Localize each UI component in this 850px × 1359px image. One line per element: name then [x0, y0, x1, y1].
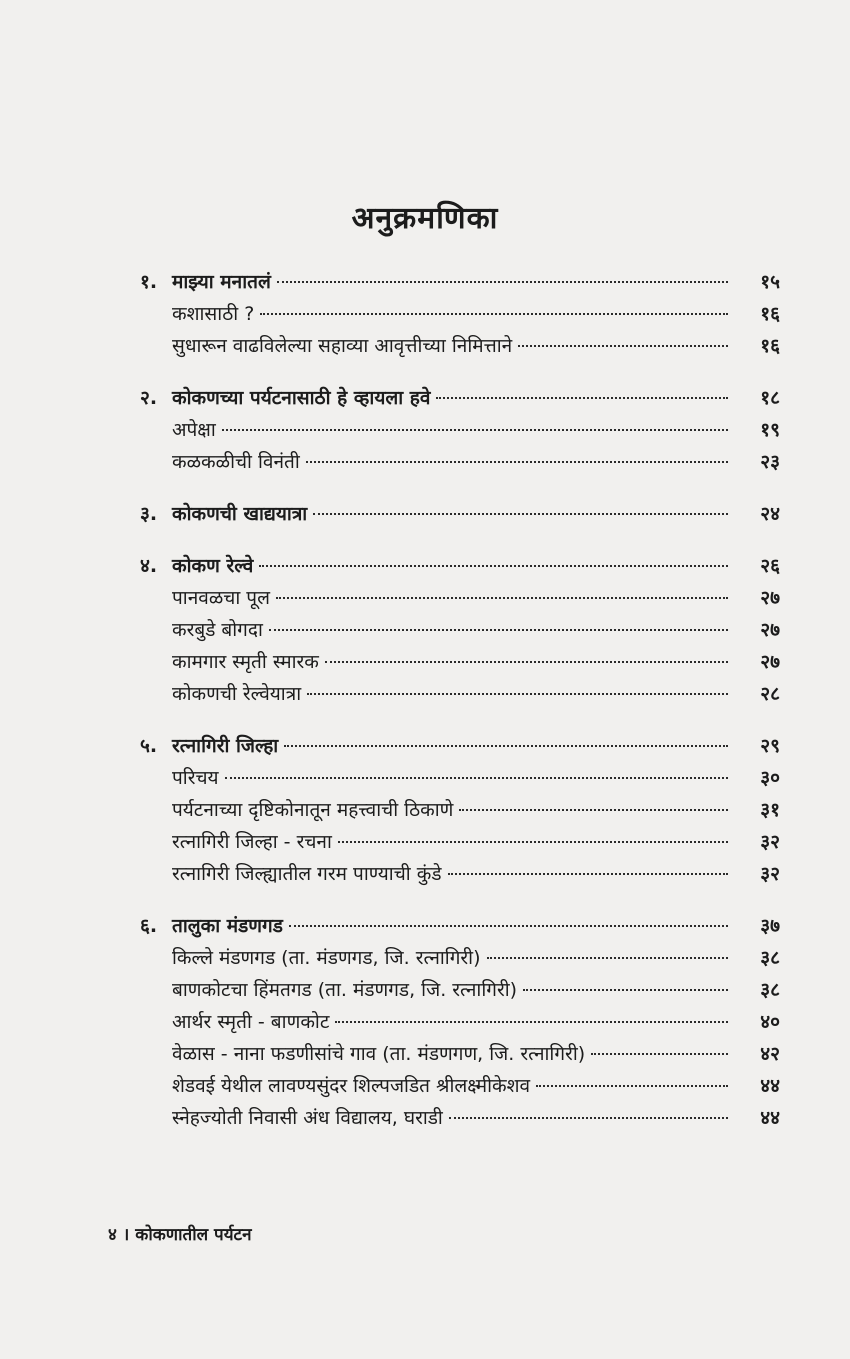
- entry-title: सुधारून वाढविलेल्या सहाव्या आवृत्तीच्या निमित्ताने: [172, 335, 513, 357]
- section-page-number: १५: [760, 271, 780, 293]
- page-footer: [108, 1222, 252, 1245]
- section-page-number: २६: [760, 555, 780, 577]
- toc-entry: [140, 330, 780, 362]
- dot-leader: [487, 957, 728, 959]
- dot-leader: [449, 1117, 728, 1119]
- toc-section-heading: [140, 730, 780, 762]
- entry-title: स्नेहज्योती निवासी अंध विद्यालय, घराडी: [172, 1107, 443, 1129]
- entry-page-number: ३८: [760, 979, 780, 1001]
- dot-leader: [459, 809, 728, 811]
- entry-title: अपेक्षा: [172, 419, 216, 441]
- section-page-number: १८: [760, 387, 780, 409]
- entry-title: कळकळीची विनंती: [172, 451, 300, 473]
- dot-leader: [222, 429, 728, 431]
- toc-entry: [140, 582, 780, 614]
- toc-section: [140, 266, 780, 362]
- dot-leader: [225, 777, 728, 779]
- toc-section: [140, 730, 780, 890]
- entry-title: पानवळचा पूल: [172, 587, 270, 609]
- section-title: तालुका मंडणगड: [172, 915, 283, 937]
- dot-leader: [536, 1085, 728, 1087]
- dot-leader: [260, 313, 728, 315]
- dot-leader: [325, 661, 728, 663]
- entry-title: आर्थर स्मृती - बाणकोट: [172, 1011, 330, 1033]
- section-page-number: ३७: [760, 915, 780, 937]
- dot-leader: [306, 461, 728, 463]
- entry-title: वेळास - नाना फडणीसांचे गाव (ता. मंडणगण, जि. रत्नागिरी): [172, 1043, 586, 1065]
- dot-leader: [277, 281, 728, 283]
- page-title: अनुक्रमणिका: [351, 201, 499, 236]
- toc-section: [140, 382, 780, 478]
- dot-leader: [259, 565, 728, 567]
- entry-page-number: ३०: [760, 767, 780, 789]
- dot-leader: [523, 989, 728, 991]
- entry-title: करबुडे बोगदा: [172, 619, 263, 641]
- dot-leader: [276, 597, 728, 599]
- dot-leader: [338, 841, 728, 843]
- entry-page-number: ४०: [760, 1011, 780, 1033]
- toc-entry: [140, 762, 780, 794]
- toc-entry: [140, 646, 780, 678]
- dot-leader: [289, 925, 728, 927]
- entry-page-number: ३८: [760, 947, 780, 969]
- entry-title: कशासाठी ?: [172, 303, 255, 325]
- entry-title: कोकणची रेल्वेयात्रा: [172, 683, 302, 705]
- section-page-number: २४: [760, 503, 780, 525]
- entry-title: परिचय: [172, 767, 219, 789]
- entry-page-number: २३: [760, 451, 780, 473]
- entry-page-number: १६: [760, 303, 780, 325]
- toc-entry: [140, 794, 780, 826]
- toc-entry: [140, 858, 780, 890]
- section-number: ६.: [140, 915, 158, 937]
- entry-page-number: १६: [760, 335, 780, 357]
- section-title: माझ्या मनातलं: [172, 271, 271, 293]
- entry-title: कामगार स्मृती स्मारक: [172, 651, 319, 673]
- entry-page-number: ३२: [760, 863, 780, 885]
- entry-page-number: ३१: [760, 799, 780, 821]
- section-number: २.: [140, 387, 158, 409]
- entry-page-number: १९: [760, 419, 780, 441]
- entry-title: पर्यटनाच्या दृष्टिकोनातून महत्त्वाची ठिकाणे: [172, 799, 454, 821]
- toc-section-heading: [140, 498, 780, 530]
- section-title: कोकणच्या पर्यटनासाठी हे व्हायला हवे: [172, 387, 431, 409]
- entry-page-number: २८: [760, 683, 780, 705]
- toc-section-heading: [140, 382, 780, 414]
- section-title: कोकणची खाद्ययात्रा: [172, 503, 308, 525]
- toc-entry: [140, 942, 780, 974]
- dot-leader: [284, 745, 728, 747]
- dot-leader: [448, 873, 728, 875]
- toc-entry: [140, 446, 780, 478]
- toc-entry: [140, 974, 780, 1006]
- toc-section: [140, 498, 780, 530]
- dot-leader: [591, 1053, 728, 1055]
- toc-section: [140, 910, 780, 1134]
- section-title: रत्नागिरी जिल्हा: [172, 735, 279, 757]
- toc-entry: [140, 678, 780, 710]
- section-number: ३.: [140, 503, 158, 525]
- entry-title: रत्नागिरी जिल्ह्यातील गरम पाण्याची कुंडे: [172, 863, 442, 885]
- entry-page-number: २७: [760, 651, 780, 673]
- entry-title: बाणकोटचा हिंमतगड (ता. मंडणगड, जि. रत्नागिरी): [172, 979, 518, 1001]
- entry-page-number: ३२: [760, 831, 780, 853]
- footer-book-title: कोकणातील पर्यटन: [135, 1225, 252, 1245]
- entry-page-number: २७: [760, 587, 780, 609]
- table-of-contents: [140, 266, 780, 1154]
- section-page-number: २९: [760, 735, 780, 757]
- entry-title: रत्नागिरी जिल्हा - रचना: [172, 831, 332, 853]
- entry-page-number: ४४: [760, 1075, 780, 1097]
- entry-page-number: ४४: [760, 1107, 780, 1129]
- toc-section: [140, 550, 780, 710]
- section-number: १.: [140, 271, 158, 293]
- toc-entry: [140, 614, 780, 646]
- section-number: ४.: [140, 555, 158, 577]
- dot-leader: [518, 345, 728, 347]
- dot-leader: [335, 1021, 728, 1023]
- toc-entry: [140, 826, 780, 858]
- dot-leader: [436, 397, 728, 399]
- toc-entry: [140, 298, 780, 330]
- entry-page-number: ४२: [760, 1043, 780, 1065]
- footer-separator: ।: [122, 1225, 130, 1245]
- toc-section-heading: [140, 266, 780, 298]
- toc-entry: [140, 1038, 780, 1070]
- entry-page-number: २७: [760, 619, 780, 641]
- entry-title: शेडवई येथील लावण्यसुंदर शिल्पजडित श्रीलक्ष्मीकेशव: [172, 1075, 531, 1097]
- toc-entry: [140, 414, 780, 446]
- section-title: कोकण रेल्वे: [172, 555, 254, 577]
- dot-leader: [307, 693, 728, 695]
- toc-entry: [140, 1006, 780, 1038]
- toc-section-heading: [140, 550, 780, 582]
- dot-leader: [269, 629, 728, 631]
- footer-page-number: ४: [108, 1225, 117, 1245]
- toc-entry: [140, 1070, 780, 1102]
- entry-title: किल्ले मंडणगड (ता. मंडणगड, जि. रत्नागिरी): [172, 947, 481, 969]
- section-number: ५.: [140, 735, 158, 757]
- dot-leader: [313, 513, 728, 515]
- toc-section-heading: [140, 910, 780, 942]
- toc-entry: [140, 1102, 780, 1134]
